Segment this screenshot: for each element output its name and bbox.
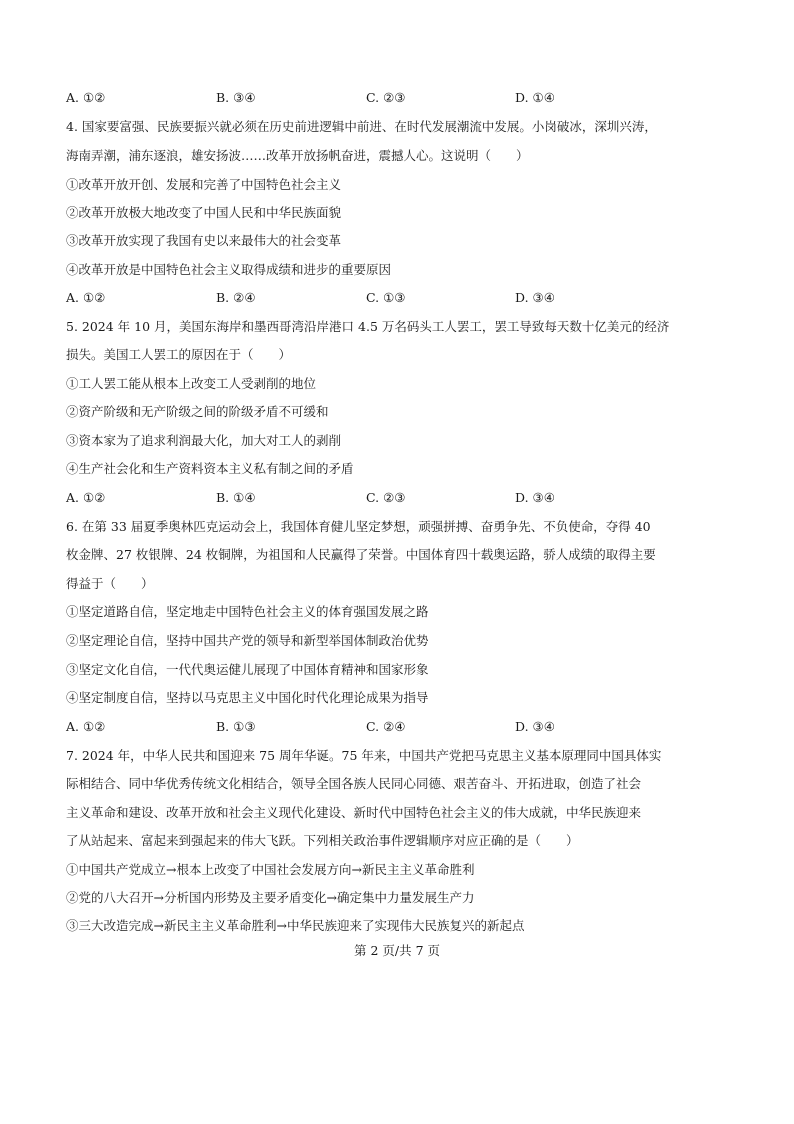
q4-option-a: A. ①②: [66, 290, 106, 305]
q5-statement-4: ④生产社会化和生产资料资本主义私有制之间的矛盾: [66, 461, 354, 476]
q7-stem-line-1: 7. 2024 年，中华人民共和国迎来 75 周年华诞。75 年来，中国共产党把马克思主义基本原理同中国具体实: [66, 748, 662, 763]
page-number-footer: 第 2 页/共 7 页: [353, 943, 440, 958]
q6-stem-line-1: 6. 在第 33 届夏季奥林匹克运动会上，我国体育健儿坚定梦想，顽强拼搏、奋勇争先、不负使命，夺得 40: [66, 519, 651, 534]
q6-statement-4: ④坚定制度自信，坚持以马克思主义中国化时代化理论成果为指导: [66, 690, 429, 705]
q3-option-c: C. ②③: [366, 90, 406, 105]
q6-options: [66, 719, 726, 735]
q5-option-a: A. ①②: [66, 490, 106, 505]
q3-option-a: A. ①②: [66, 90, 106, 105]
q5-options: [66, 490, 726, 506]
q7-statement-2: ②党的八大召开→分析国内形势及主要矛盾变化→确定集中力量发展生产力: [66, 890, 475, 905]
q5-statement-3: ③资本家为了追求利润最大化，加大对工人的剥削: [66, 433, 342, 448]
q6-statement-3: ③坚定文化自信，一代代奥运健儿展现了中国体育精神和国家形象: [66, 662, 429, 677]
q5-option-b: B. ①④: [216, 490, 256, 505]
q3-options: [66, 90, 726, 106]
q5-statement-1: ①工人罢工能从根本上改变工人受剥削的地位: [66, 376, 317, 391]
q3-option-b: B. ③④: [216, 90, 256, 105]
q4-statement-4: ④改革开放是中国特色社会主义取得成绩和进步的重要原因: [66, 262, 392, 277]
q6-option-d: D. ③④: [515, 719, 555, 734]
q5-stem-line-1: 5. 2024 年 10 月，美国东海岸和墨西哥湾沿岸港口 4.5 万名码头工人罢工，罢工导致每天数十亿美元的经济: [66, 319, 670, 334]
q4-option-b: B. ②④: [216, 290, 256, 305]
q5-option-c: C. ②③: [366, 490, 406, 505]
q6-option-b: B. ①③: [216, 719, 256, 734]
q5-option-d: D. ③④: [515, 490, 555, 505]
q6-stem-line-3: 得益于（ ）: [66, 576, 154, 591]
q7-statement-1: ①中国共产党成立→根本上改变了中国社会发展方向→新民主主义革命胜利: [66, 862, 475, 877]
q6-option-a: A. ①②: [66, 719, 106, 734]
q3-option-d: D. ①④: [515, 90, 555, 105]
q7-statement-3: ③三大改造完成→新民主主义革命胜利→中华民族迎来了实现伟大民族复兴的新起点: [66, 918, 525, 933]
q4-statement-1: ①改革开放开创、发展和完善了中国特色社会主义: [66, 177, 342, 192]
q6-statement-1: ①坚定道路自信，坚定地走中国特色社会主义的体育强国发展之路: [66, 604, 429, 619]
q4-option-d: D. ③④: [515, 290, 555, 305]
q4-statement-3: ③改革开放实现了我国有史以来最伟大的社会变革: [66, 233, 342, 248]
q4-options: [66, 290, 726, 306]
q4-statement-2: ②改革开放极大地改变了中国人民和中华民族面貌: [66, 205, 342, 220]
q6-stem-line-2: 枚金牌、27 枚银牌、24 枚铜牌，为祖国和人民赢得了荣誉。中国体育四十载奥运路，骄人成绩的取得主要: [66, 547, 656, 562]
q5-statement-2: ②资产阶级和无产阶级之间的阶级矛盾不可缓和: [66, 404, 329, 419]
q4-option-c: C. ①③: [366, 290, 406, 305]
q5-stem-line-2: 损失。美国工人罢工的原因在于（ ）: [66, 347, 292, 362]
q7-stem-line-2: 际相结合、同中华优秀传统文化相结合，领导全国各族人民同心同德、艰苦奋斗、开拓进取，创造了社会: [66, 776, 642, 791]
q7-stem-line-3: 主义革命和建设、改革开放和社会主义现代化建设、新时代中国特色社会主义的伟大成就，中华民族迎来: [66, 805, 642, 820]
q6-statement-2: ②坚定理论自信，坚持中国共产党的领导和新型举国体制政治优势: [66, 633, 429, 648]
q7-stem-line-4: 了从站起来、富起来到强起来的伟大飞跃。下列相关政治事件逻辑顺序对应正确的是（ ）: [66, 833, 579, 848]
q6-option-c: C. ②④: [366, 719, 406, 734]
q4-stem-line-2: 海南弄潮，浦东逐浪，雄安扬波……改革开放扬帆奋进，震撼人心。这说明（ ）: [66, 148, 529, 163]
q4-stem-line-1: 4. 国家要富强、民族要振兴就必须在历史前进逻辑中前进、在时代发展潮流中发展。小岗破冰，深圳兴涛，: [66, 119, 657, 134]
